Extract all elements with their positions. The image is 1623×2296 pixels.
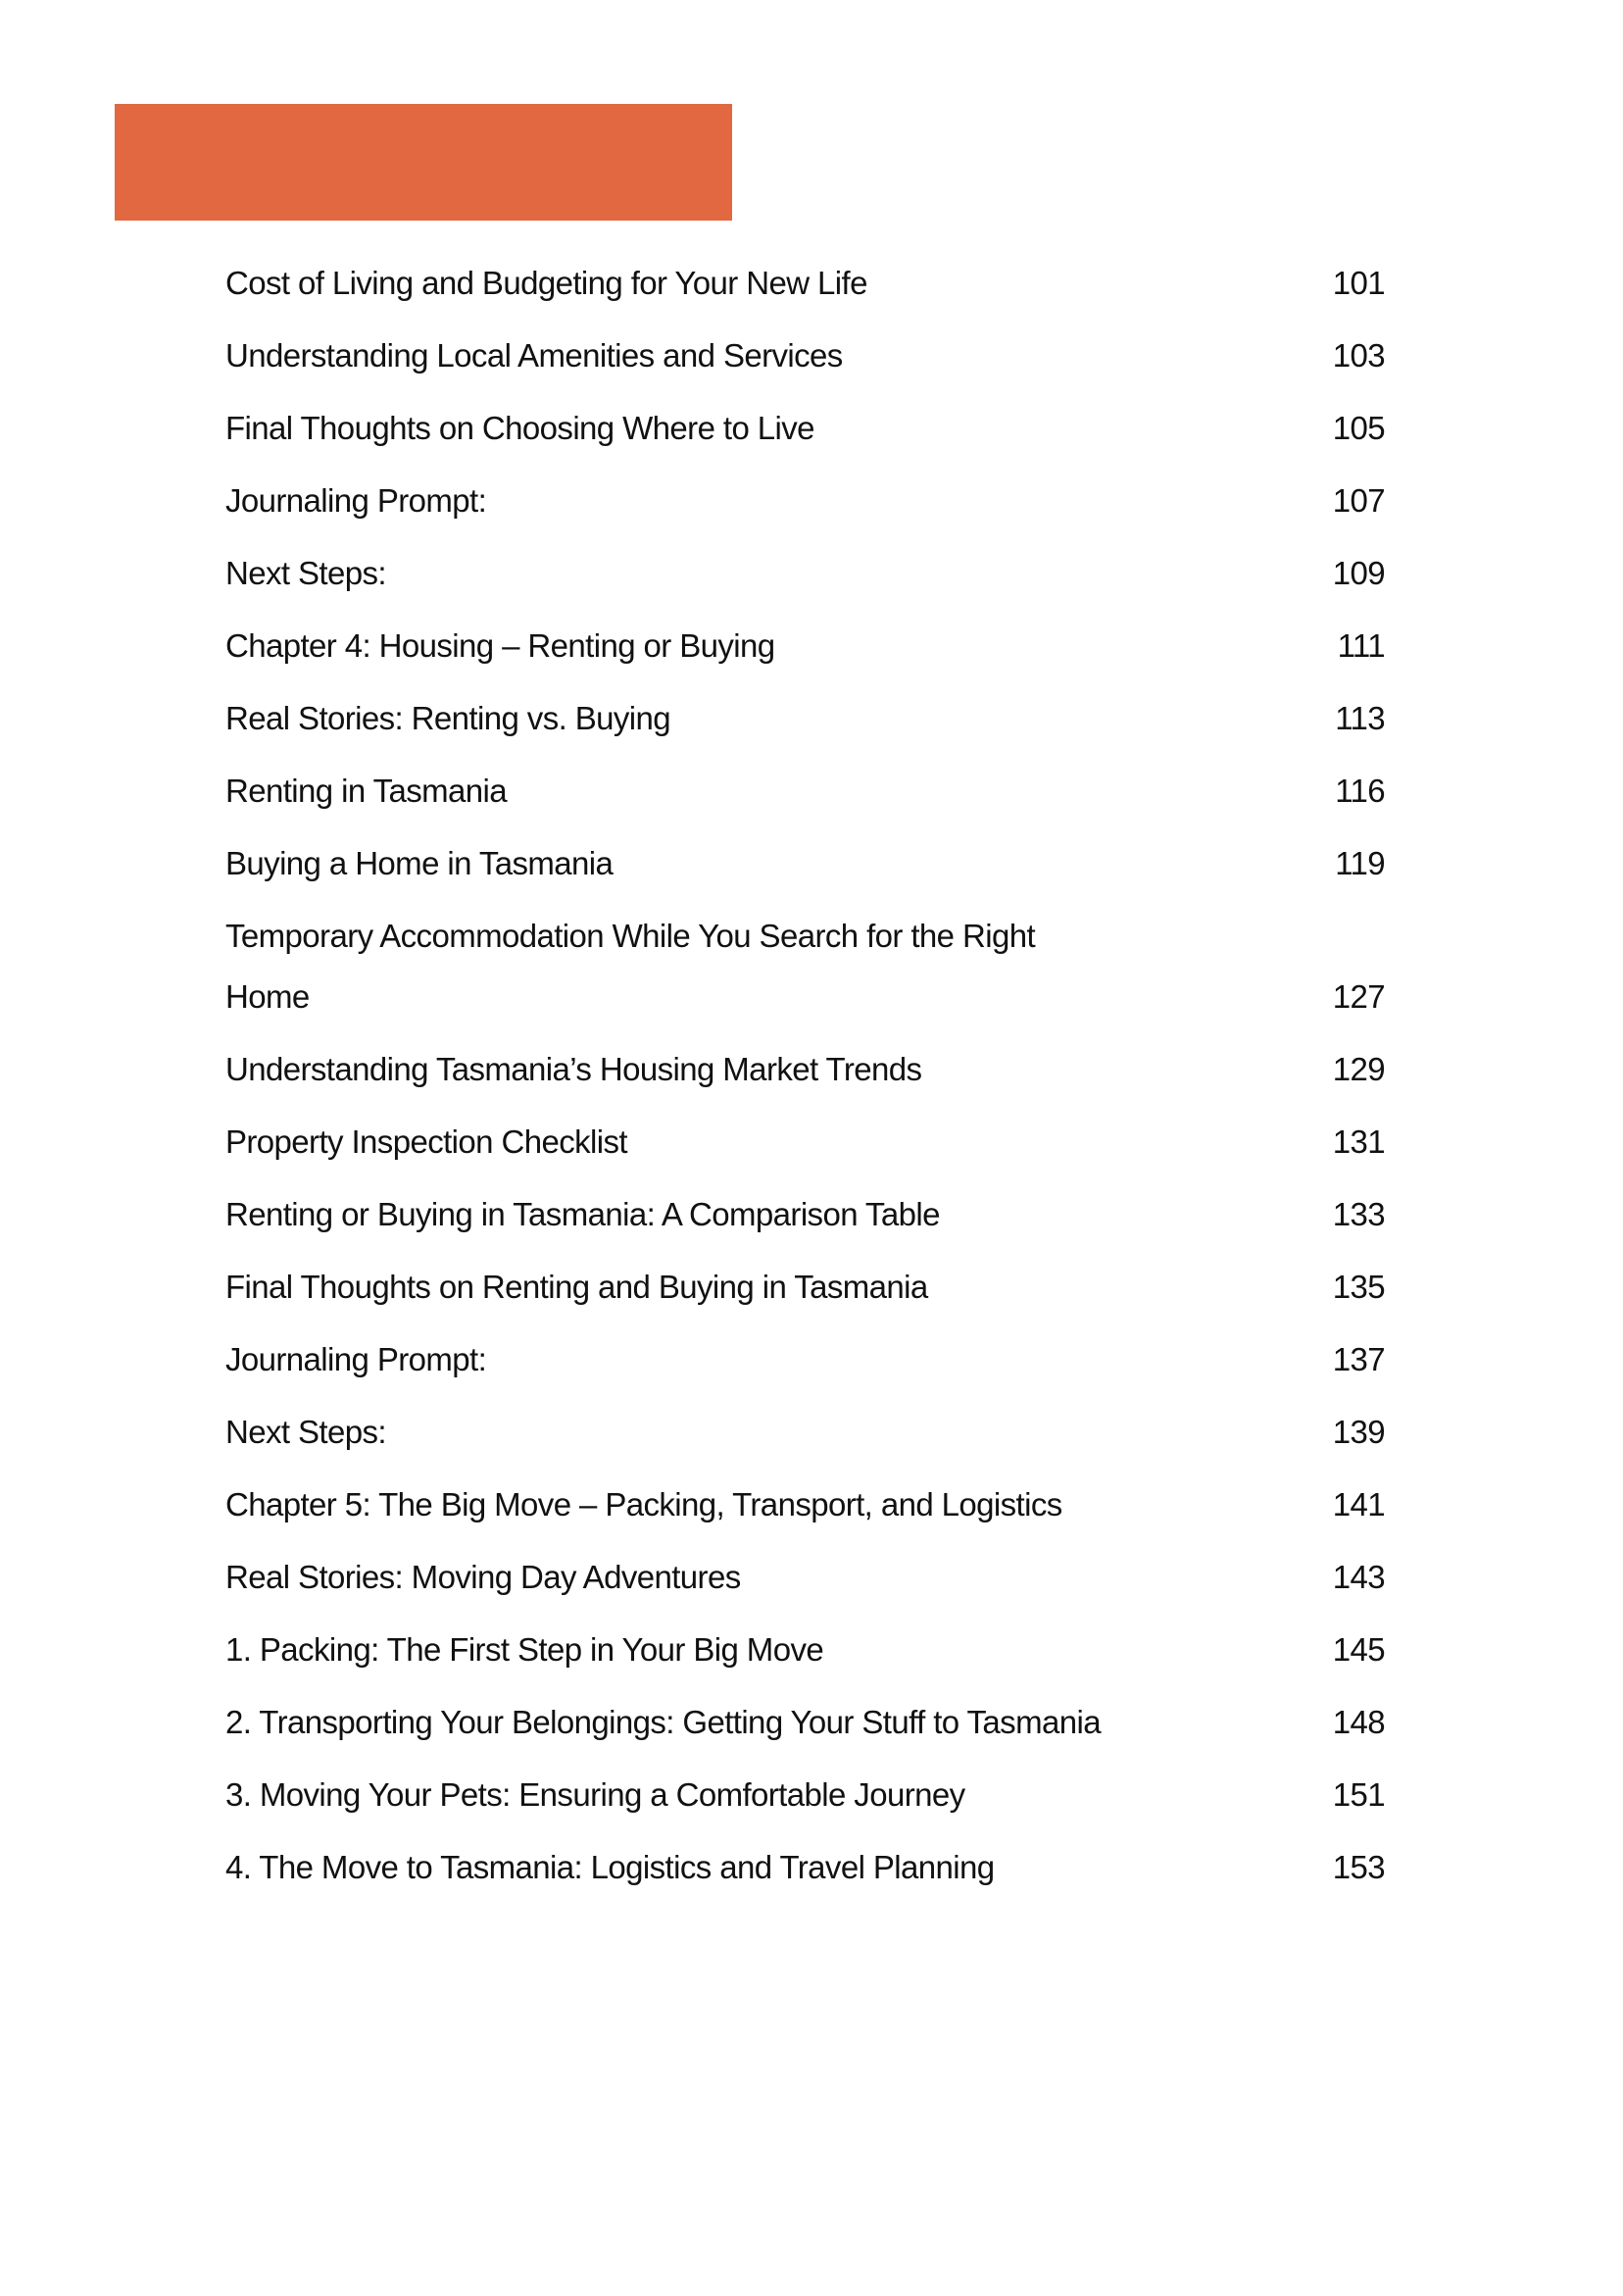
toc-entry-page: 139 <box>1332 1414 1385 1450</box>
toc-entry[interactable] <box>225 465 1385 537</box>
toc-entry[interactable] <box>225 1396 1385 1469</box>
toc-entry[interactable] <box>225 320 1385 392</box>
toc-entry-title: Cost of Living and Budgeting for Your New Life <box>225 265 867 301</box>
toc-entry[interactable] <box>225 392 1385 465</box>
toc-entry-title: Final Thoughts on Renting and Buying in Tasmania <box>225 1269 928 1305</box>
toc-entry[interactable] <box>225 1541 1385 1614</box>
header-accent-bar <box>115 104 732 221</box>
toc-entry-title: Understanding Tasmania’s Housing Market Trends <box>225 1051 922 1087</box>
toc-entry-page: 135 <box>1332 1269 1385 1305</box>
toc-entry-title: Journaling Prompt: <box>225 1341 487 1377</box>
toc-entry-page: 145 <box>1332 1631 1385 1668</box>
toc-entry-page: 143 <box>1332 1559 1385 1595</box>
toc-entry[interactable] <box>225 900 1385 1033</box>
toc-entry-title: Real Stories: Moving Day Adventures <box>225 1559 741 1595</box>
toc-entry[interactable] <box>225 755 1385 827</box>
toc-entry[interactable] <box>225 1469 1385 1541</box>
toc-entry[interactable] <box>225 610 1385 682</box>
toc-entry[interactable] <box>225 682 1385 755</box>
toc-entry-title: Renting or Buying in Tasmania: A Comparison Table <box>225 1196 940 1232</box>
toc-entry-title: Chapter 5: The Big Move – Packing, Transport, and Logistics <box>225 1486 1062 1522</box>
toc-entry-page: 153 <box>1332 1849 1385 1885</box>
toc-entry-page: 137 <box>1332 1341 1385 1377</box>
toc-entry-page: 148 <box>1332 1704 1385 1740</box>
toc-entry-page: 103 <box>1332 337 1385 374</box>
toc-entry[interactable] <box>225 1106 1385 1178</box>
toc-entry-title: Next Steps: <box>225 1414 386 1450</box>
toc-entry-title: Chapter 4: Housing – Renting or Buying <box>225 627 775 664</box>
toc-entry-page: 107 <box>1332 482 1385 519</box>
toc-entry-page: 119 <box>1335 845 1385 881</box>
toc-entry-page: 141 <box>1332 1486 1385 1522</box>
toc-entry[interactable] <box>225 1686 1385 1759</box>
toc-entry[interactable] <box>225 1178 1385 1251</box>
toc-entry-page: 116 <box>1335 773 1385 809</box>
table-of-contents <box>225 247 1385 1904</box>
toc-entry[interactable] <box>225 1033 1385 1106</box>
toc-entry-page: 131 <box>1332 1123 1385 1160</box>
toc-entry-page: 127 <box>1332 978 1385 1015</box>
toc-entry-title: 3. Moving Your Pets: Ensuring a Comfortable Journey <box>225 1776 965 1813</box>
toc-entry-title: Temporary Accommodation While You Search for the Right Home <box>225 918 1036 1015</box>
toc-entry-title: Final Thoughts on Choosing Where to Live <box>225 410 814 446</box>
toc-entry[interactable] <box>225 1614 1385 1686</box>
toc-entry[interactable] <box>225 1759 1385 1831</box>
toc-entry[interactable] <box>225 247 1385 320</box>
toc-entry-page: 105 <box>1332 410 1385 446</box>
toc-entry[interactable] <box>225 1323 1385 1396</box>
toc-entry-title: Real Stories: Renting vs. Buying <box>225 700 671 736</box>
toc-entry[interactable] <box>225 827 1385 900</box>
toc-entry-title: Renting in Tasmania <box>225 773 508 809</box>
toc-entry-title: Understanding Local Amenities and Services <box>225 337 843 374</box>
toc-entry-page: 133 <box>1332 1196 1385 1232</box>
toc-entry[interactable] <box>225 1831 1385 1904</box>
toc-entry-title: Journaling Prompt: <box>225 482 487 519</box>
toc-entry[interactable] <box>225 1251 1385 1323</box>
toc-entry-page: 101 <box>1332 265 1385 301</box>
toc-entry-title: 2. Transporting Your Belongings: Getting Your Stuff to Tasmania <box>225 1704 1101 1740</box>
toc-entry-page: 151 <box>1332 1776 1385 1813</box>
toc-entry-title: 1. Packing: The First Step in Your Big Move <box>225 1631 824 1668</box>
toc-entry-title: Buying a Home in Tasmania <box>225 845 614 881</box>
toc-entry-page: 111 <box>1337 627 1385 664</box>
toc-entry-title: Next Steps: <box>225 555 386 591</box>
toc-entry-page: 129 <box>1332 1051 1385 1087</box>
toc-entry-title: 4. The Move to Tasmania: Logistics and Travel Planning <box>225 1849 995 1885</box>
toc-entry-page: 113 <box>1335 700 1385 736</box>
toc-entry-page: 109 <box>1332 555 1385 591</box>
toc-entry[interactable] <box>225 537 1385 610</box>
toc-entry-title: Property Inspection Checklist <box>225 1123 627 1160</box>
